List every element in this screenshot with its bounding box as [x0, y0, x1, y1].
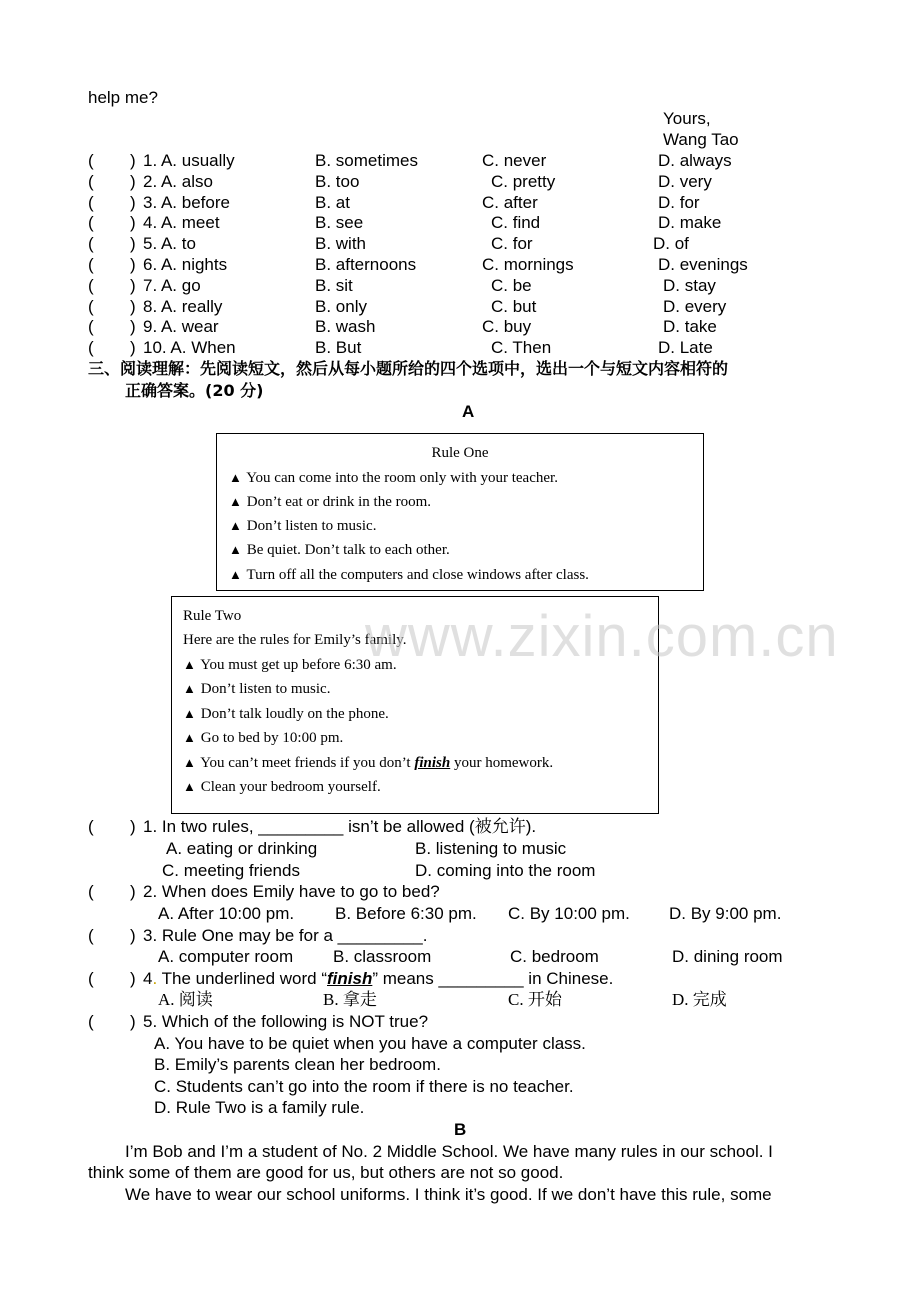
question-stem: 1. In two rules, _________ isn’t be allowed (被允许). [143, 817, 537, 836]
rule-one-title: Rule One [431, 445, 489, 461]
rule-one-item [229, 566, 589, 584]
cloze-option-c: C. never [482, 151, 547, 170]
rule-one-box [216, 433, 704, 591]
option-d: D. dining room [672, 947, 783, 966]
cloze-option-d: D. always [658, 151, 732, 170]
option-a: A. 阅读 [158, 990, 213, 1009]
cloze-option-d: D. Late [658, 338, 713, 357]
cloze-option-b: B. see [315, 213, 364, 232]
option-d: D. Rule Two is a family rule. [154, 1098, 365, 1117]
option-c: C. By 10:00 pm. [508, 904, 630, 923]
rule-one-item-text: Don’t listen to music. [246, 518, 377, 534]
answer-bracket-close: ) [130, 1012, 136, 1031]
answer-bracket: ( [88, 234, 94, 253]
question-stem: 5. Which of the following is NOT true? [143, 1012, 429, 1031]
answer-bracket-close: ) [130, 882, 136, 901]
cloze-option-a: 5. A. to [143, 234, 196, 253]
answer-bracket-close: ) [130, 317, 136, 336]
cloze-option-d: D. take [663, 317, 717, 336]
cloze-option-c: C. but [491, 297, 537, 316]
rule-one-item [229, 469, 558, 487]
option-a: A. After 10:00 pm. [158, 904, 295, 923]
cloze-option-c: C. pretty [491, 172, 556, 191]
answer-bracket: ( [88, 926, 94, 945]
option-d: D. coming into the room [415, 861, 596, 880]
option-c: C. Students can’t go into the room if there is no teacher. [154, 1077, 574, 1096]
rule-one-item [229, 517, 376, 535]
rule-one-item [229, 493, 431, 511]
answer-bracket: ( [88, 882, 94, 901]
option-a: A. eating or drinking [166, 839, 318, 858]
option-b: B. listening to music [415, 839, 567, 858]
triangle-bullet-icon: ▲ [229, 470, 242, 485]
option-b: B. Emily’s parents clean her bedroom. [154, 1055, 441, 1074]
option-b: B. classroom [333, 947, 432, 966]
cloze-option-b: B. afternoons [315, 255, 417, 274]
cloze-option-a: 9. A. wear [143, 317, 219, 336]
rule-one-item-text: Be quiet. Don’t talk to each other. [246, 542, 450, 558]
option-b: B. Before 6:30 pm. [335, 904, 477, 923]
answer-bracket: ( [88, 1012, 94, 1031]
passage-b-paragraph-1: I’m Bob and I’m a student of No. 2 Middle School. We have many rules in our school. I [125, 1142, 773, 1161]
letter-closing: Yours, [663, 109, 711, 128]
triangle-bullet-icon: ▲ [183, 730, 196, 745]
cloze-option-a: 7. A. go [143, 276, 201, 295]
rule-two-intro: Here are the rules for Emily’s family. [183, 632, 407, 648]
rule-two-title: Rule Two [183, 608, 242, 624]
answer-bracket-close: ) [130, 151, 136, 170]
answer-bracket-close: ) [130, 926, 136, 945]
triangle-bullet-icon: ▲ [183, 779, 196, 794]
question-stem: 2. When does Emily have to go to bed? [143, 882, 440, 901]
triangle-bullet-icon: ▲ [183, 706, 196, 721]
underlined-word-finish: finish [414, 755, 451, 771]
cloze-option-b: B. sit [315, 276, 353, 295]
cloze-option-c: C. be [491, 276, 532, 295]
letter-last-line: help me? [88, 88, 158, 107]
cloze-option-b: B. only [315, 297, 367, 316]
rule-one-item [229, 541, 450, 559]
option-c: C. 开始 [508, 990, 562, 1009]
answer-bracket-close: ) [130, 276, 136, 295]
cloze-option-b: B. wash [315, 317, 376, 336]
cloze-option-b: B. sometimes [315, 151, 418, 170]
cloze-option-a: 8. A. really [143, 297, 223, 316]
answer-bracket-close: ) [130, 234, 136, 253]
cloze-option-d: D. of [653, 234, 689, 253]
answer-bracket: ( [88, 338, 94, 357]
option-b: B. 拿走 [323, 990, 377, 1009]
answer-bracket-close: ) [130, 817, 136, 836]
question-stem: 4. The underlined word “finish” means _________ in Chinese. [143, 969, 614, 988]
answer-bracket: ( [88, 317, 94, 336]
passage-b-paragraph-2: We have to wear our school uniforms. I think it’s good. If we don’t have this rule, some [125, 1185, 772, 1204]
underlined-word-finish: finish [327, 969, 373, 988]
rule-two-item [183, 705, 389, 723]
cloze-option-c: C. mornings [482, 255, 574, 274]
triangle-bullet-icon: ▲ [229, 518, 242, 533]
cloze-option-a: 1. A. usually [143, 151, 235, 170]
watermark: www.zixin.com.cn [365, 604, 839, 669]
answer-bracket-close: ) [130, 297, 136, 316]
cloze-option-d: D. very [658, 172, 712, 191]
option-d: D. 完成 [672, 990, 727, 1009]
answer-bracket: ( [88, 193, 94, 212]
cloze-option-d: D. for [658, 193, 700, 212]
rule-two-item-text: Don’t talk loudly on the phone. [200, 706, 389, 722]
cloze-option-a: 4. A. meet [143, 213, 220, 232]
triangle-bullet-icon: ▲ [229, 567, 242, 582]
answer-bracket-close: ) [130, 213, 136, 232]
rule-two-item-text: You must get up before 6:30 am. [200, 657, 397, 673]
cloze-option-a: 2. A. also [143, 172, 213, 191]
rule-one-item-text: You can come into the room only with your teacher. [246, 470, 558, 486]
answer-bracket-close: ) [130, 338, 136, 357]
rule-two-item [183, 729, 343, 747]
option-c: C. bedroom [510, 947, 599, 966]
option-a: A. You have to be quiet when you have a computer class. [154, 1034, 586, 1053]
answer-bracket-close: ) [130, 969, 136, 988]
cloze-option-a: 3. A. before [143, 193, 230, 212]
cloze-option-c: C. after [482, 193, 538, 212]
answer-bracket: ( [88, 817, 94, 836]
cloze-option-a: 10. A. When [143, 338, 236, 357]
rule-two-item-text: Go to bed by 10:00 pm. [200, 730, 344, 746]
rule-two-item [183, 680, 330, 698]
cloze-option-c: C. find [491, 213, 541, 232]
rule-one-item-text: Turn off all the computers and close windows after class. [246, 567, 589, 583]
triangle-bullet-icon: ▲ [229, 494, 242, 509]
triangle-bullet-icon: ▲ [183, 755, 196, 770]
cloze-option-d: D. make [658, 213, 722, 232]
cloze-option-a: 6. A. nights [143, 255, 228, 274]
rule-two-item-text: Clean your bedroom yourself. [200, 779, 381, 795]
cloze-option-d: D. every [663, 297, 727, 316]
letter-signature: Wang Tao [663, 130, 739, 149]
answer-bracket: ( [88, 969, 94, 988]
answer-bracket: ( [88, 151, 94, 170]
cloze-option-d: D. evenings [658, 255, 748, 274]
answer-bracket-close: ) [130, 255, 136, 274]
answer-bracket: ( [88, 213, 94, 232]
section-3-heading: 三、阅读理解：先阅读短文，然后从每小题所给的四个选项中，选出一个与短文内容相符的 [88, 359, 729, 378]
triangle-bullet-icon: ▲ [183, 681, 196, 696]
option-a: A. computer room [158, 947, 294, 966]
cloze-option-b: B. too [315, 172, 360, 191]
question-stem: 3. Rule One may be for a _________. [143, 926, 428, 945]
option-d: D. By 9:00 pm. [669, 904, 782, 923]
cloze-option-b: B. But [315, 338, 362, 357]
answer-bracket: ( [88, 276, 94, 295]
cloze-option-c: C. Then [491, 338, 552, 357]
cloze-option-b: B. with [315, 234, 367, 253]
answer-bracket: ( [88, 255, 94, 274]
answer-bracket-close: ) [130, 172, 136, 191]
rule-two-item [183, 754, 553, 772]
triangle-bullet-icon: ▲ [183, 657, 196, 672]
cloze-option-c: C. for [491, 234, 533, 253]
answer-bracket: ( [88, 297, 94, 316]
cloze-option-b: B. at [315, 193, 350, 212]
cloze-option-d: D. stay [663, 276, 716, 295]
answer-bracket-close: ) [130, 193, 136, 212]
triangle-bullet-icon: ▲ [229, 542, 242, 557]
rule-two-item [183, 778, 381, 796]
answer-bracket: ( [88, 172, 94, 191]
cloze-option-c: C. buy [482, 317, 532, 336]
rule-two-item-text: You can’t meet friends if you don’t [200, 755, 415, 771]
passage-a-label: A [462, 402, 475, 421]
section-3-heading-cont: 正确答案。(20 分) [125, 381, 264, 400]
option-c: C. meeting friends [162, 861, 300, 880]
passage-b-paragraph-1-cont: think some of them are good for us, but others are not so good. [88, 1163, 564, 1182]
rule-two-item-text: Don’t listen to music. [200, 681, 331, 697]
rule-one-item-text: Don’t eat or drink in the room. [246, 494, 432, 510]
passage-b-label: B [454, 1120, 467, 1139]
rule-two-item-text: your homework. [450, 755, 554, 771]
